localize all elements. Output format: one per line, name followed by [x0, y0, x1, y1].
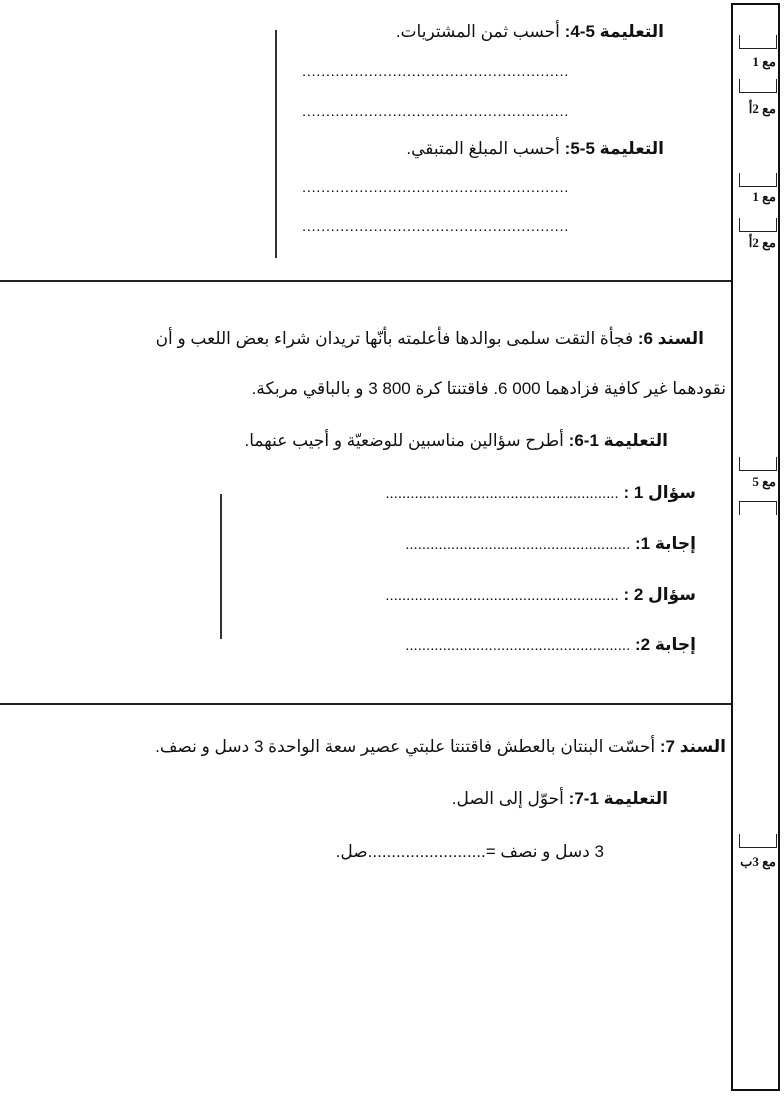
section-separator	[0, 703, 732, 705]
instruction-7-1	[452, 788, 668, 810]
instruction-number: 5-5:	[564, 139, 595, 158]
instruction-text: أحسب المبلغ المتبقي.	[406, 139, 560, 158]
criterion-mark: مع 3ب	[740, 854, 776, 869]
section-separator	[0, 280, 732, 282]
document-number: 6:	[637, 329, 653, 348]
score-box[interactable]	[739, 173, 777, 187]
document-number: 7:	[659, 737, 675, 756]
instruction-text: أحسب ثمن المشتريات.	[395, 22, 560, 41]
grading-sidebar	[731, 3, 780, 1091]
answer-line[interactable]: ......................................................	[405, 536, 631, 553]
answer-line[interactable]: ........................................................	[302, 218, 569, 235]
answer-line[interactable]: ........................................................	[302, 103, 569, 120]
question-1	[385, 482, 696, 505]
criterion-mark: مع 5	[752, 474, 776, 489]
instruction-label: التعليمة	[603, 789, 668, 808]
score-box[interactable]	[739, 834, 777, 848]
document-text: فجأة التقت سلمى بوالدها فأعلمته بأنّها تريدان شراء بعض اللعب و أن	[155, 329, 634, 348]
answer-line[interactable]: ........................................................	[302, 179, 569, 196]
instruction-5-5	[406, 138, 664, 160]
criterion-mark: مع 2أ	[748, 235, 776, 250]
answer-line[interactable]: ........................................................	[385, 587, 619, 604]
question-2	[385, 584, 696, 607]
answer-line[interactable]: ......................................................	[405, 637, 631, 654]
instruction-text: أحوّل إلى الصل.	[451, 789, 564, 808]
document-7-line-1	[155, 736, 726, 758]
document-label: السند	[657, 329, 704, 348]
answer-label: إجابة 1:	[634, 534, 696, 553]
document-6-line-1	[156, 328, 704, 350]
answer-label: إجابة 2:	[634, 635, 696, 654]
document-text: أحسّت البنتان بالعطش فاقتنتا علبتي عصير سعة الواحدة 3 دسل و نصف.	[155, 737, 656, 756]
instruction-number: 1-7:	[568, 789, 599, 808]
conversion-exercise[interactable]: 3 دسل و نصف =.........................صل.	[335, 842, 604, 861]
score-box[interactable]	[739, 79, 777, 93]
instruction-label: التعليمة	[599, 22, 664, 41]
score-box[interactable]	[739, 457, 777, 471]
instruction-label: التعليمة	[599, 139, 664, 158]
question-label: سؤال 1 :	[623, 483, 696, 502]
instruction-text: أطرح سؤالين مناسبين للوضعيّة و أجيب عنهما.	[244, 431, 564, 450]
answer-2	[405, 634, 696, 657]
margin-divider	[275, 30, 277, 258]
score-box-bottom	[739, 501, 777, 515]
answer-line[interactable]: ........................................................	[302, 63, 569, 80]
instruction-label: التعليمة	[603, 431, 668, 450]
answer-1	[405, 533, 696, 556]
criterion-mark: مع 1	[752, 54, 776, 69]
instruction-number: 1-6:	[568, 431, 599, 450]
instruction-6-1	[245, 430, 668, 452]
instruction-number: 5-4:	[564, 22, 595, 41]
criterion-mark: مع 2أ	[748, 101, 776, 116]
document-6-line-2: نقودهما غير كافية فزادهما 000 6. فاقتنتا كرة 800 3 و بالباقي مربكة.	[251, 379, 726, 398]
score-box[interactable]	[739, 35, 777, 49]
instruction-5-4	[396, 21, 664, 43]
document-label: السند	[679, 737, 726, 756]
margin-divider	[220, 494, 222, 639]
question-label: سؤال 2 :	[623, 585, 696, 604]
score-box[interactable]	[739, 218, 777, 232]
answer-line[interactable]: ........................................................	[385, 485, 619, 502]
criterion-mark: مع 1	[752, 189, 776, 204]
